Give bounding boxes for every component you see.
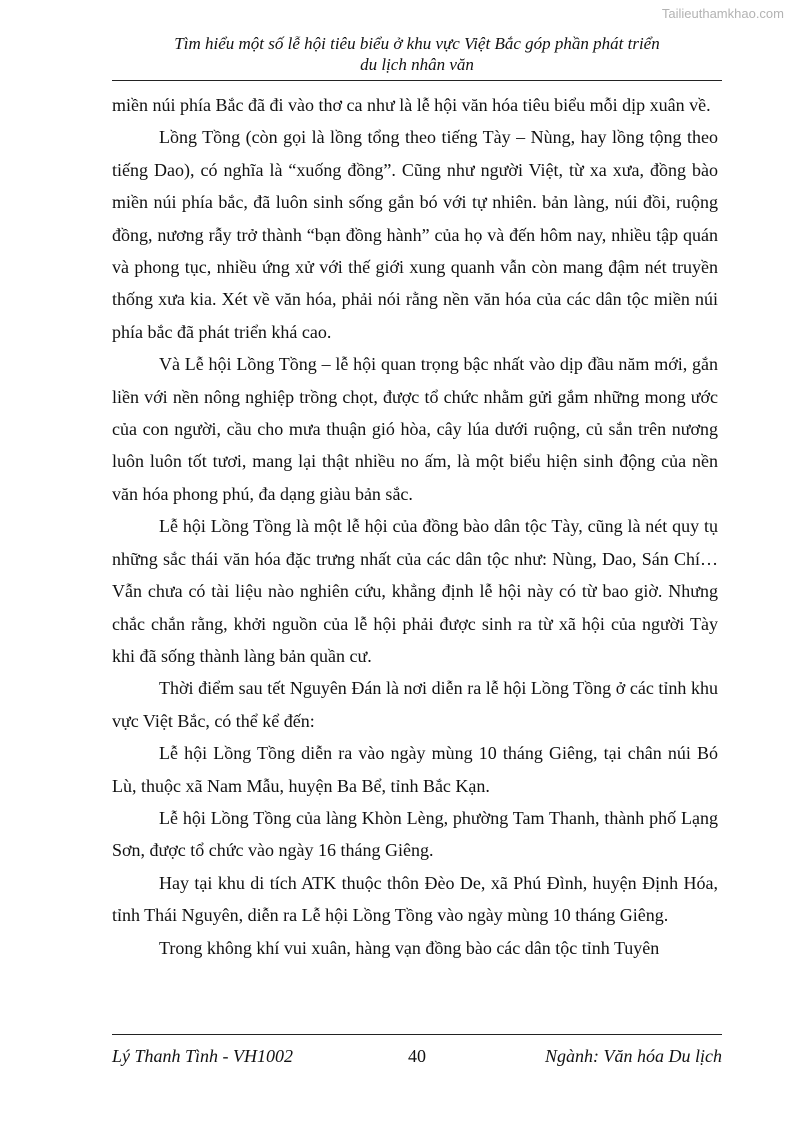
footer-department: Ngành: Văn hóa Du lịch	[545, 1046, 722, 1066]
paragraph-bac-kan: Lễ hội Lồng Tồng diễn ra vào ngày mùng 10 tháng Giêng, tại chân núi Bó Lù, thuộc xã Nam Mẫu, huyện Ba Bể, tỉnh Bắc Kạn.	[112, 743, 718, 796]
paragraph-festival-timing: Thời điểm sau tết Nguyên Đán là nơi diễn ra lễ hội Lồng Tồng ở các tỉnh khu vực Việt Bắc, có thể kể đến:	[112, 678, 718, 731]
page-number: 40	[408, 1046, 426, 1066]
footer-author: Lý Thanh Tình - VH1002	[112, 1046, 294, 1066]
paragraph-festival-origin: Lễ hội Lồng Tồng là một lễ hội của đồng bào dân tộc Tày, cũng là nét quy tụ những sắc thái văn hóa đặc trưng nhất của các dân tộc như: Nùng, Dao, Sán Chí… Vẫn chưa có tài liệu nào nghiên cứu, khẳng định lễ hội này có từ bao giờ. Nhưng chắc chắn rằng, khởi nguồn của lễ hội phải được sinh ra từ xã hội của người Tày khi đã sống thành làng bản quần cư.	[112, 516, 718, 666]
header-divider	[112, 80, 722, 81]
page-header	[112, 33, 722, 75]
paragraph-long-tong-meaning: Lồng Tồng (còn gọi là lồng tổng theo tiếng Tày – Nùng, hay lồng tộng theo tiếng Dao), có nghĩa là “xuống đồng”. Cũng như người Việt, từ xa xưa, đồng bào miền núi phía bắc, đã luôn sinh sống gắn bó với tự nhiên. bản làng, núi đồi, ruộng đồng, nương rẫy trở thành “bạn đồng hành” của họ và đến hôm nay, nhiều tập quán và phong tục, nhiều ứng xử với thế giới xung quanh vẫn còn mang đậm nét truyền thống xưa kia. Xét về văn hóa, phải nói rằng nền văn hóa của các dân tộc miền núi phía bắc đã phát triển khá cao.	[112, 127, 718, 342]
paragraph-festival-importance: Và Lễ hội Lồng Tồng – lễ hội quan trọng bậc nhất vào dịp đầu năm mới, gắn liền với nền nông nghiệp trồng chọt, được tổ chức nhằm gửi gắm những mong ước của con người, cầu cho mưa thuận gió hòa, cây lúa dưới ruộng, củ sắn trên nương luôn luôn tốt tươi, mang lại thật nhiều no ấm, là một biểu hiện sinh động của nền văn hóa phong phú, đa dạng giàu bản sắc.	[112, 354, 718, 504]
header-title-line-2: du lịch nhân văn	[360, 55, 474, 74]
footer-divider	[112, 1034, 722, 1035]
watermark-text: Tailieuthamkhao.com	[661, 6, 784, 21]
paragraph-continuation: miền núi phía Bắc đã đi vào thơ ca như là lễ hội văn hóa tiêu biểu mỗi dịp xuân về.	[112, 95, 711, 115]
paragraph-tuyen-quang: Trong không khí vui xuân, hàng vạn đồng bào các dân tộc tỉnh Tuyên	[159, 937, 660, 958]
page-footer	[112, 1043, 722, 1069]
paragraph-thai-nguyen: Hay tại khu di tích ATK thuộc thôn Đèo De, xã Phú Đình, huyện Định Hóa, tỉnh Thái Nguyên, diễn ra Lễ hội Lồng Tồng vào ngày mùng 10 tháng Giêng.	[112, 872, 718, 926]
header-title-line-1: Tìm hiểu một số lễ hội tiêu biểu ở khu vực Việt Bắc góp phần phát triển	[174, 34, 660, 53]
document-body	[112, 89, 718, 964]
paragraph-lang-son: Lễ hội Lồng Tồng của làng Khòn Lèng, phường Tam Thanh, thành phố Lạng Sơn, được tổ chức vào ngày 16 tháng Giêng.	[112, 807, 718, 861]
